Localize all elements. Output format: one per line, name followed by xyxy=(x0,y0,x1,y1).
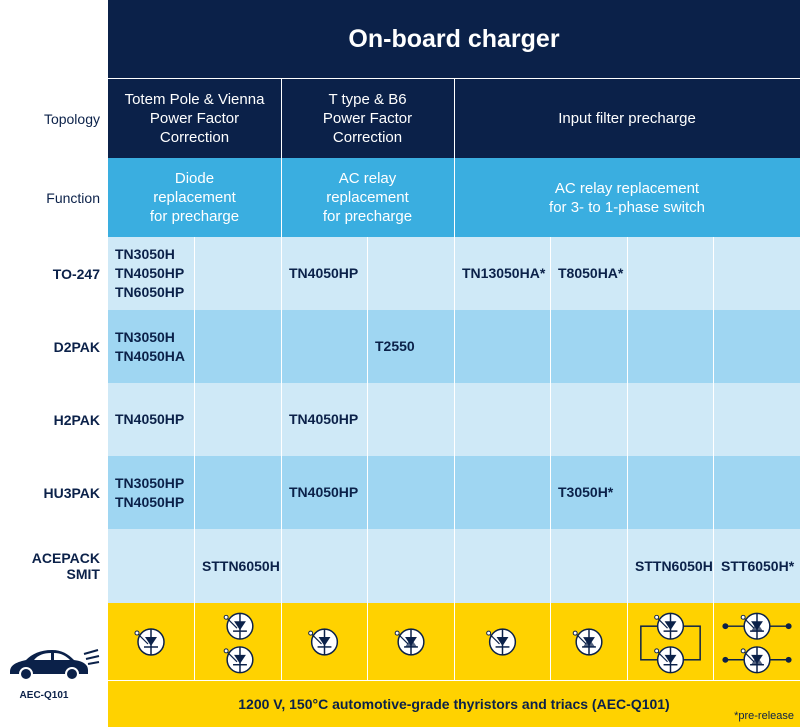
part-number-cell xyxy=(713,456,800,529)
part-number-cell xyxy=(367,529,454,603)
part-number-cell xyxy=(713,383,800,456)
row-label-package: TO-247 xyxy=(52,265,100,282)
part-number-cell xyxy=(194,310,281,383)
car-icon xyxy=(4,640,100,686)
row-label-package: D2PAK xyxy=(53,338,100,355)
part-number-cell: TN4050HP xyxy=(115,411,185,427)
topology-header-1: Totem Pole & Vienna Power Factor Correction xyxy=(108,79,281,158)
function-cell-2: AC relay replacement for precharge xyxy=(281,158,454,237)
part-number-cell xyxy=(367,237,454,310)
part-number-cell xyxy=(550,529,627,603)
row-label-package: ACEPACK SMIT xyxy=(31,550,100,582)
header-rule xyxy=(108,78,800,79)
part-number-cell: STTN6050H xyxy=(627,529,713,603)
triac-icon xyxy=(367,603,454,681)
part-number-cell xyxy=(454,383,550,456)
part-number-cell xyxy=(194,237,281,310)
page-title: On-board charger xyxy=(108,0,800,79)
part-number-cell: TN4050HP xyxy=(281,456,367,529)
row-label-function: Function xyxy=(46,189,100,206)
part-number-cell xyxy=(367,456,454,529)
part-number-cell: TN4050HP xyxy=(281,237,367,310)
part-number-cell xyxy=(454,310,550,383)
part-number-cell: T2550 xyxy=(367,310,454,383)
part-number-cell xyxy=(454,529,550,603)
part-number-cell xyxy=(108,529,194,603)
part-number-cell xyxy=(627,310,713,383)
part-number-cell: STT6050H* xyxy=(713,529,800,603)
part-number-cell xyxy=(627,237,713,310)
aec-label: AEC-Q101 xyxy=(19,690,69,701)
dual-triac-icon xyxy=(713,603,800,681)
function-cell-1: Diode replacement for precharge xyxy=(108,158,281,237)
part-number-cell: STTN6050H xyxy=(194,529,281,603)
scr-icon xyxy=(108,603,194,681)
header-divider xyxy=(281,79,282,158)
row-label-package: HU3PAK xyxy=(43,484,100,501)
row-label-topology: Topology xyxy=(43,110,100,127)
function-cell-3: AC relay replacement for 3- to 1-phase switch xyxy=(454,158,800,237)
part-number-cell xyxy=(194,383,281,456)
dual-scr-icon xyxy=(194,603,281,681)
row-label-package: H2PAK xyxy=(53,411,100,428)
prerelease-note: *pre-release xyxy=(734,710,794,722)
header-divider xyxy=(454,79,455,158)
topology-header-3: Input filter precharge xyxy=(454,79,800,158)
part-number-cell: T8050HA* xyxy=(550,237,627,310)
part-number-cell xyxy=(550,310,627,383)
part-number-cell xyxy=(281,529,367,603)
scr-icon xyxy=(454,603,550,681)
part-number-cell: T3050H* xyxy=(550,456,627,529)
function-divider xyxy=(281,158,282,237)
triac-icon xyxy=(550,603,627,681)
part-number-cell xyxy=(627,383,713,456)
part-number-cell: TN4050HP xyxy=(281,383,367,456)
part-number-cell: TN3050HP TN4050HP xyxy=(115,474,185,510)
scr-icon xyxy=(281,603,367,681)
footer-caption: 1200 V, 150°C automotive-grade thyristors and triacs (AEC-Q101) xyxy=(238,696,670,712)
topology-header-2: T type & B6 Power Factor Correction xyxy=(281,79,454,158)
part-number-cell xyxy=(281,310,367,383)
part-number-cell xyxy=(454,456,550,529)
part-number-cell: TN13050HA* xyxy=(454,237,550,310)
part-number-cell: TN3050H TN4050HP TN6050HP xyxy=(115,246,185,300)
part-number-cell xyxy=(550,383,627,456)
part-number-cell xyxy=(713,310,800,383)
part-number-cell xyxy=(713,237,800,310)
part-number-cell xyxy=(627,456,713,529)
part-number-cell: TN3050H TN4050HA xyxy=(115,328,186,364)
part-number-cell xyxy=(194,456,281,529)
part-number-cell xyxy=(367,383,454,456)
function-divider xyxy=(454,158,455,237)
bridge-scr-icon xyxy=(627,603,713,681)
